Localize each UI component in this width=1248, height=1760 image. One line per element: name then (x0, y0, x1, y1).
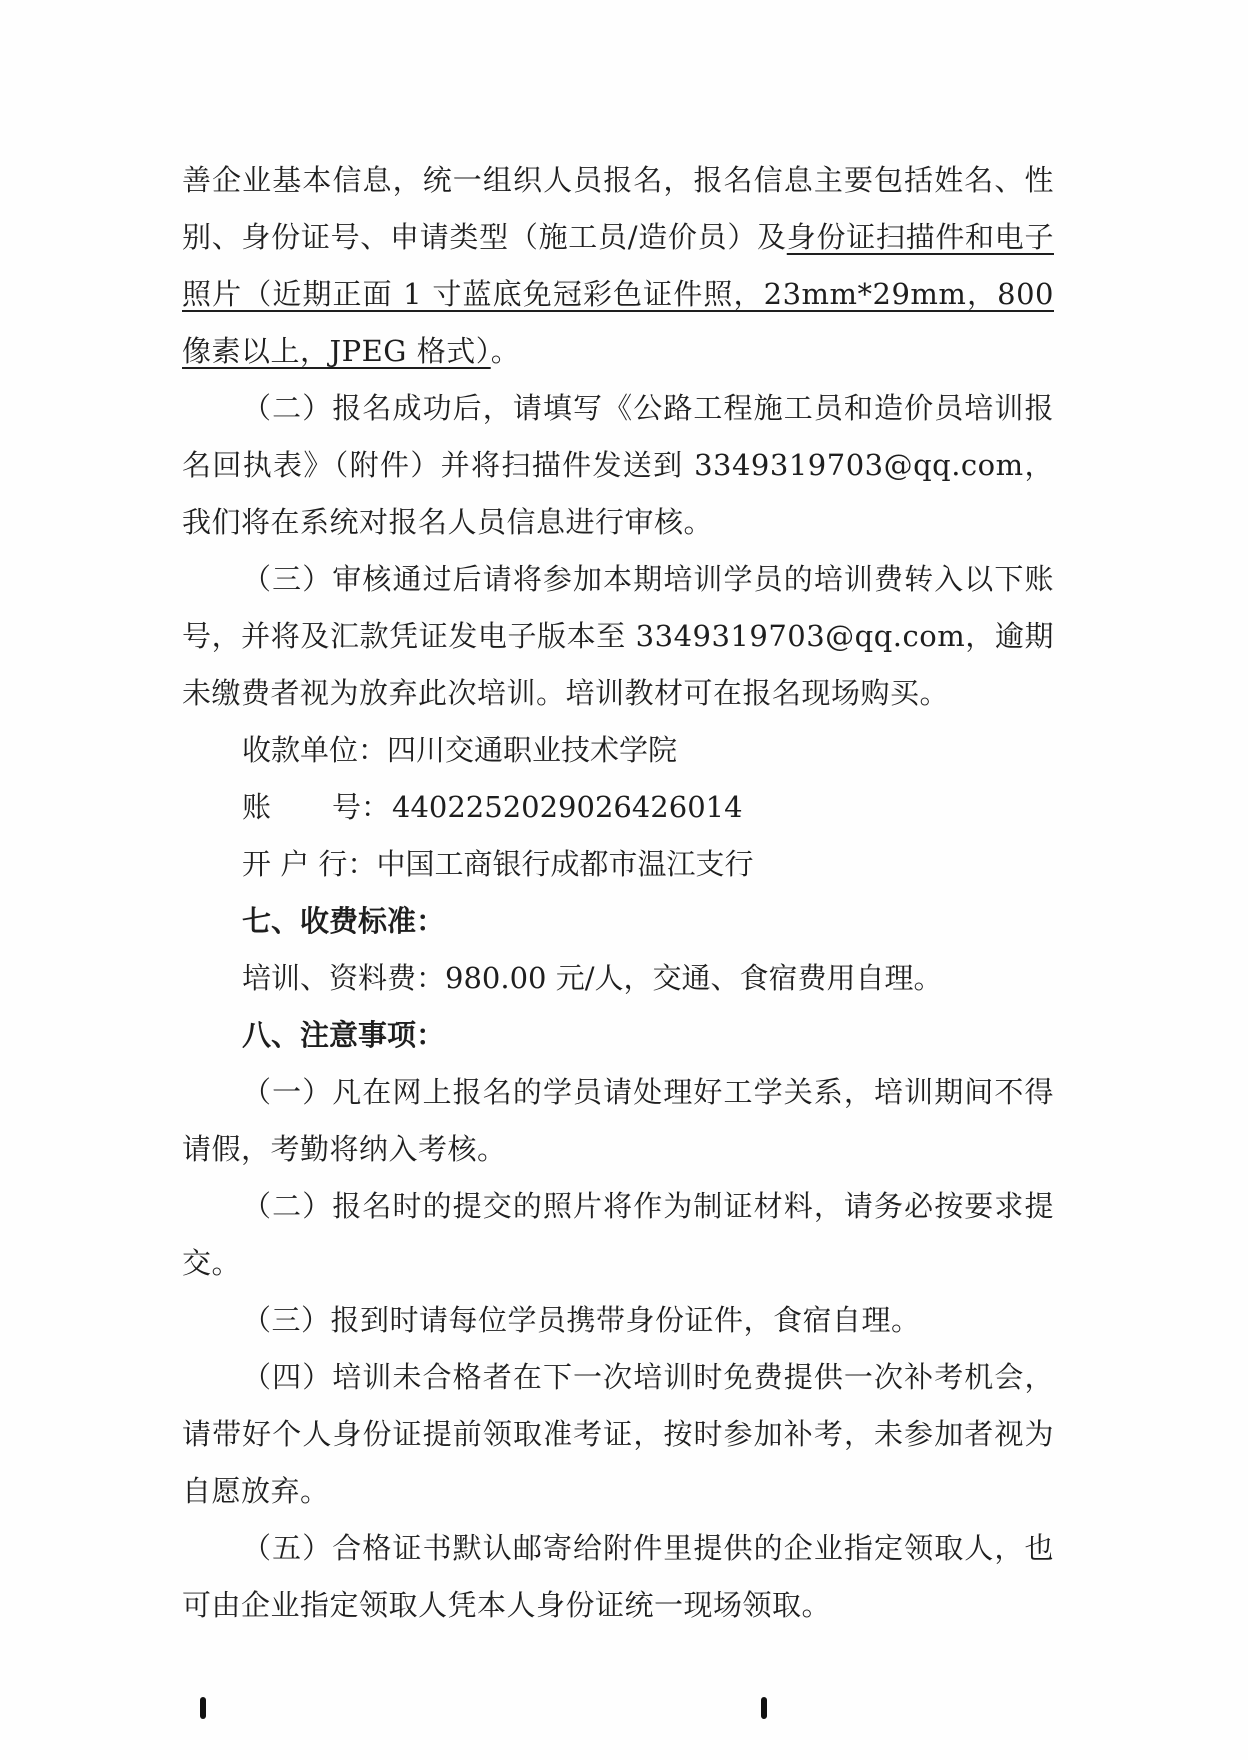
account-label-part-1: 账 (242, 790, 272, 824)
bank-line (182, 836, 1054, 893)
notice-item-4: （四）培训未合格者在下一次培训时免费提供一次补考机会，请带好个人身份证提前领取准考证，按时参加补考，未参加者视为自愿放弃。 (182, 1360, 1054, 1508)
notice-item-5: （五）合格证书默认邮寄给附件里提供的企业指定领取人，也可由企业指定领取人凭本人身份证统一现场领取。 (182, 1531, 1054, 1622)
notice-item-3: （三）报到时请每位学员携带身份证件，食宿自理。 (242, 1303, 921, 1337)
account-label (242, 779, 392, 836)
registration-info-text: 善企业基本信息，统一组织人员报名，报名信息主要包括姓名、性别、身份证号、申请类型（施工员/造价员）及 (182, 163, 1054, 254)
notice-item-2: （二）报名时的提交的照片将作为制证材料，请务必按要求提交。 (182, 1189, 1054, 1280)
notice-item-1: （一）凡在网上报名的学员请处理好工学关系，培训期间不得请假，考勤将纳入考核。 (182, 1075, 1054, 1166)
bank-label: 开 户 行： (242, 847, 377, 881)
fee-line: 培训、资料费：980.00 元/人，交通、食宿费用自理。 (242, 961, 943, 995)
registration-info-end: 。 (490, 334, 521, 368)
account-label-part-2: 号： (332, 790, 391, 824)
account-number: 4402252029026426014 (392, 790, 743, 824)
payee-line (182, 722, 1054, 779)
account-line (182, 779, 1054, 836)
section-7-heading: 七、收费标准： (242, 904, 446, 938)
payee-value: 四川交通职业技术学院 (387, 733, 678, 767)
payee-label: 收款单位： (242, 733, 388, 767)
document-body (182, 152, 1054, 1634)
scan-binding-mark-left (200, 1697, 206, 1719)
section-8-heading: 八、注意事项： (242, 1018, 446, 1052)
bank-value: 中国工商银行成都市温江支行 (376, 847, 754, 881)
photo-requirements-underlined: 身份证扫描件和电子照片（近期正面 1 寸蓝底免冠彩色证件照，23mm*29mm，800 像素以上，JPEG 格式） (182, 220, 1054, 368)
scan-binding-mark-right (761, 1697, 767, 1719)
step-2-paragraph: （二）报名成功后，请填写《公路工程施工员和造价员培训报名回执表》（附件）并将扫描件发送到 3349319703@qq.com，我们将在系统对报名人员信息进行审核。 (182, 391, 1054, 539)
paragraph-registration-info (182, 152, 1054, 380)
step-3-paragraph: （三）审核通过后请将参加本期培训学员的培训费转入以下账号，并将及汇款凭证发电子版本至 3349319703@qq.com，逾期未缴费者视为放弃此次培训。培训教材可在报名现场购买。 (182, 562, 1054, 710)
